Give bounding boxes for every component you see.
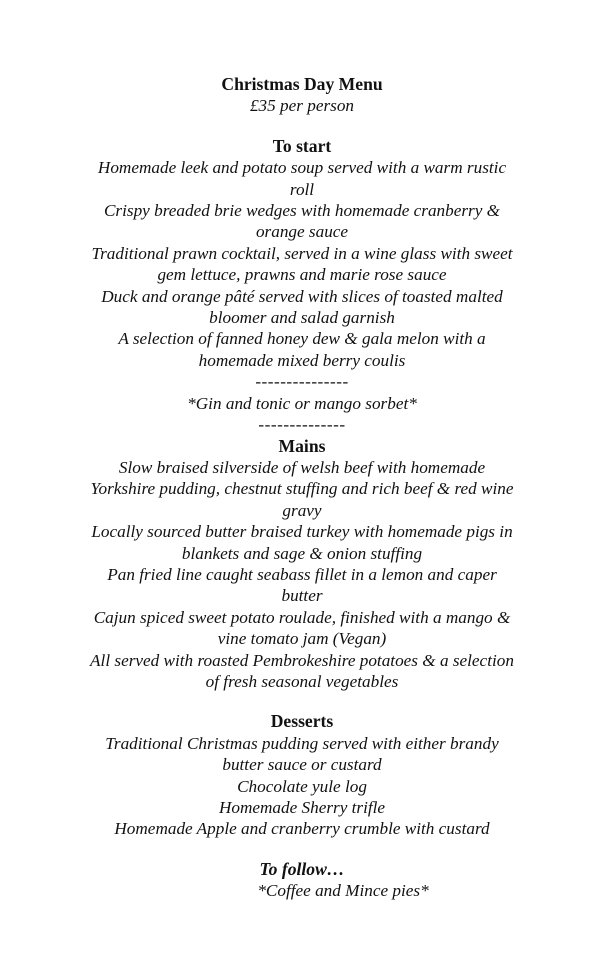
main-line: All served with roasted Pembrokeshire potatoes & a selection bbox=[90, 650, 514, 670]
starter-line: homemade mixed berry coulis bbox=[198, 350, 406, 370]
sorbet-course: *Gin and tonic or mango sorbet* bbox=[187, 393, 417, 413]
dessert-line: Chocolate yule log bbox=[237, 776, 367, 796]
starter-line: orange sauce bbox=[255, 222, 349, 242]
main-line: Pan fried line caught seabass fillet in a lemon and caper bbox=[107, 564, 497, 584]
menu-price: £35 per person bbox=[249, 96, 355, 116]
main-line: butter bbox=[281, 586, 323, 606]
to-follow-section bbox=[40, 859, 564, 902]
desserts-list bbox=[40, 733, 564, 840]
mains-heading: Mains bbox=[278, 435, 326, 456]
main-line: Cajun spiced sweet potato roulade, finished with a mango & bbox=[93, 607, 511, 627]
to-follow-heading: To follow… bbox=[259, 858, 345, 879]
christmas-menu bbox=[40, 74, 564, 902]
starter-line: Duck and orange pâté served with slices of toasted malted bbox=[101, 286, 503, 306]
main-line: Yorkshire pudding, chestnut stuffing and rich beef & red wine bbox=[90, 479, 514, 499]
to-follow-item: *Coffee and Mince pies* bbox=[257, 881, 429, 901]
dessert-line: Homemade Sherry trifle bbox=[218, 798, 386, 817]
starter-line: roll bbox=[289, 179, 315, 199]
menu-title: Christmas Day Menu bbox=[221, 74, 383, 94]
starter-line: Crispy breaded brie wedges with homemade cranberry & bbox=[103, 201, 501, 221]
divider-top: --------------- bbox=[255, 372, 349, 392]
main-line: gravy bbox=[282, 500, 322, 520]
dessert-line: Traditional Christmas pudding served with either brandy bbox=[105, 733, 499, 753]
main-line: vine tomato jam (Vegan) bbox=[217, 629, 387, 649]
main-line: of fresh seasonal vegetables bbox=[205, 671, 399, 691]
starter-line: A selection of fanned honey dew & gala melon with a bbox=[118, 329, 486, 349]
starter-line: bloomer and salad garnish bbox=[209, 308, 395, 328]
starter-line: Traditional prawn cocktail, served in a wine glass with sweet bbox=[91, 243, 513, 263]
main-line: Slow braised silverside of welsh beef with homemade bbox=[118, 457, 486, 477]
starter-line: gem lettuce, prawns and marie rose sauce bbox=[157, 265, 447, 285]
starters-list bbox=[40, 157, 564, 371]
main-line: blankets and sage & onion stuffing bbox=[181, 543, 423, 563]
dessert-line: Homemade Apple and cranberry crumble with custard bbox=[114, 819, 490, 839]
desserts-heading: Desserts bbox=[270, 711, 334, 732]
main-line: Locally sourced butter braised turkey with homemade pigs in bbox=[91, 522, 513, 542]
mains-list bbox=[40, 457, 564, 692]
starters-heading: To start bbox=[272, 135, 332, 156]
starter-line: Homemade leek and potato soup served with a warm rustic bbox=[97, 158, 507, 178]
dessert-line: butter sauce or custard bbox=[222, 755, 382, 775]
divider-bottom: -------------- bbox=[258, 415, 346, 435]
